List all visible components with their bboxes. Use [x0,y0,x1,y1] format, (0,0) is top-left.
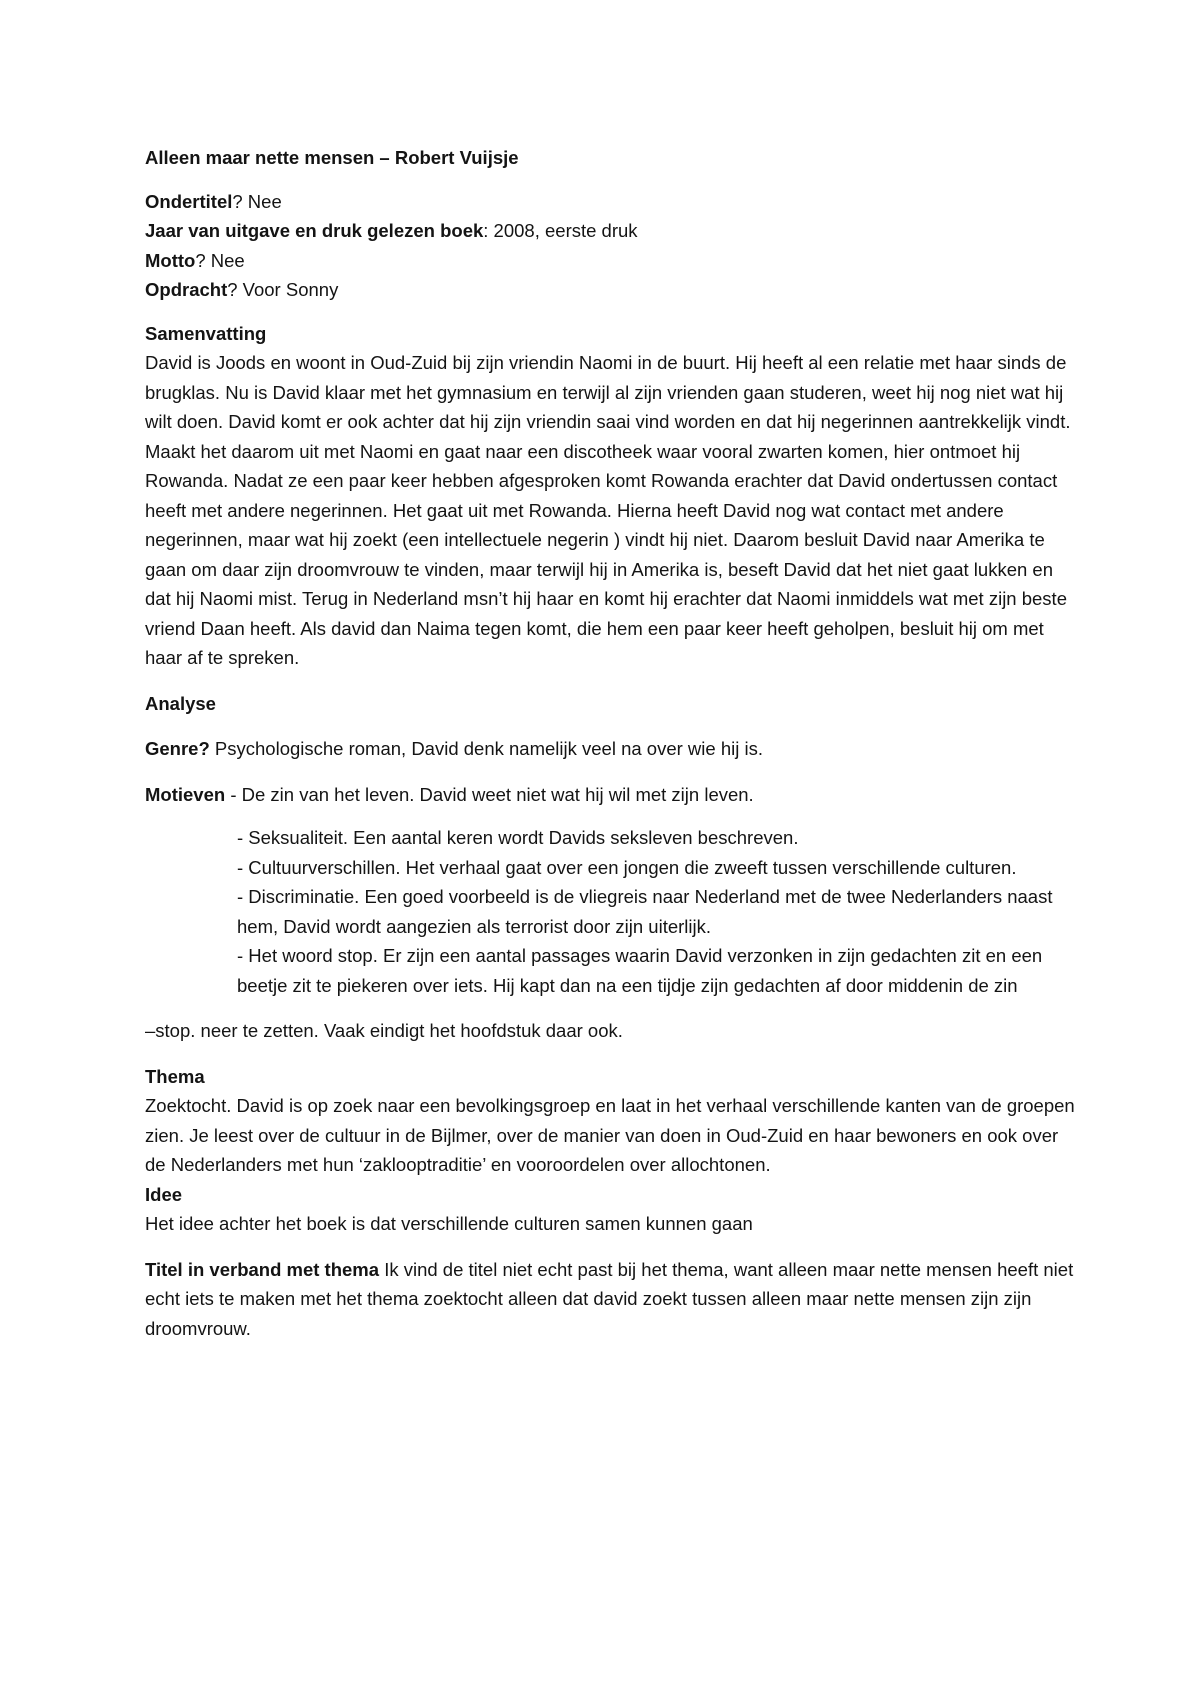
analysis-heading: Analyse [145,692,216,714]
theme-section [145,1062,1075,1180]
document-title: Alleen maar nette mensen – Robert Vuijsje [145,147,519,168]
meta-block [145,187,1075,305]
title-theme-paragraph: Titel in verband met thema Ik vind de titel niet echt past bij het thema, want alleen maar nette mensen heeft niet echt iets te maken met het thema zoektocht alleen dat david zoekt tussen alleen maar nette mensen zijn zijn droomvrouw. [145,1258,1074,1339]
list-item: - Seksualiteit. Een aantal keren wordt Davids seksleven beschreven. [237,827,799,848]
summary-section [145,319,1075,673]
meta-motto: Motto? Nee [145,249,245,271]
motives-line: Motieven - De zin van het leven. David weet niet wat hij wil met zijn leven. [145,783,754,805]
motives-list [237,823,1075,1000]
summary-text: David is Joods en woont in Oud-Zuid bij zijn vriendin Naomi in de buurt. Hij heeft al een relatie met haar sinds de brugklas. Nu is David klaar met het gymnasium en terwijl al zijn vrienden gaan studeren, weet hij nog niet wat hij wilt doen. David komt er ook achter dat hij zijn vriendin saai vind worden en dat hij negerinnen aantrekkelijk vindt. Maakt het daarom uit met Naomi en gaat naar een discotheek waar vooral zwarten komen, hier ontmoet hij Rowanda. Nadat ze een paar keer hebben afgesproken komt Rowanda erachter dat David ondertussen contact heeft met andere negerinnen. Het gaat uit met Rowanda. Hierna heeft David nog wat contact met andere negerinnen, maar wat hij zoekt (een intellectuele negerin ) vindt hij niet. Daarom besluit David naar Amerika te gaan om daar zijn droomvrouw te vinden, maar terwijl hij in Amerika is, beseft David dat het niet gaat lukken en dat hij Naomi mist. Terug in Nederland msn’t hij haar en komt hij erachter dat Naomi inmiddels wat met zijn beste vriend Daan heeft. Als david dan Naima tegen komt, die hem een paar keer heeft geholpen, besluit hij om met haar af te spreken. [145,352,1071,668]
summary-heading: Samenvatting [145,322,267,344]
meta-year: Jaar van uitgave en druk gelezen boek: 2008, eerste druk [145,220,638,241]
idea-heading: Idee [145,1183,183,1205]
genre-line: Genre? Psychologische roman, David denk namelijk veel na over wie hij is. [145,738,763,759]
list-item: - Discriminatie. Een goed voorbeeld is de vliegreis naar Nederland met de twee Nederlanders naast hem, David wordt aangezien als terrorist door zijn uiterlijk. [237,886,1053,937]
list-item: - Het woord stop. Er zijn een aantal passages waarin David verzonken in zijn gedachten zit en een beetje zit te piekeren over iets. Hij kapt dan na een tijdje zijn gedachten af door middenin de zin [237,945,1043,996]
theme-heading: Thema [145,1065,205,1087]
idea-section [145,1180,1075,1239]
idea-text: Het idee achter het boek is dat verschillende culturen samen kunnen gaan [145,1213,753,1234]
meta-subtitle: Ondertitel? Nee [145,190,282,212]
list-item: - Cultuurverschillen. Het verhaal gaat over een jongen die zweeft tussen verschillende culturen. [237,856,1017,878]
theme-text: Zoektocht. David is op zoek naar een bevolkingsgroep en laat in het verhaal verschillende kanten van de groepen zien. Je leest over de cultuur in de Bijlmer, over de manier van doen in Oud-Zuid en haar bewoners en ook over de Nederlanders met hun ‘zaklooptraditie’ en vooroordelen over allochtonen. [145,1095,1075,1175]
motives-continuation: –stop. neer te zetten. Vaak eindigt het hoofdstuk daar ook. [145,1020,623,1041]
meta-dedication: Opdracht? Voor Sonny [145,279,339,300]
document-body [145,143,1075,1343]
